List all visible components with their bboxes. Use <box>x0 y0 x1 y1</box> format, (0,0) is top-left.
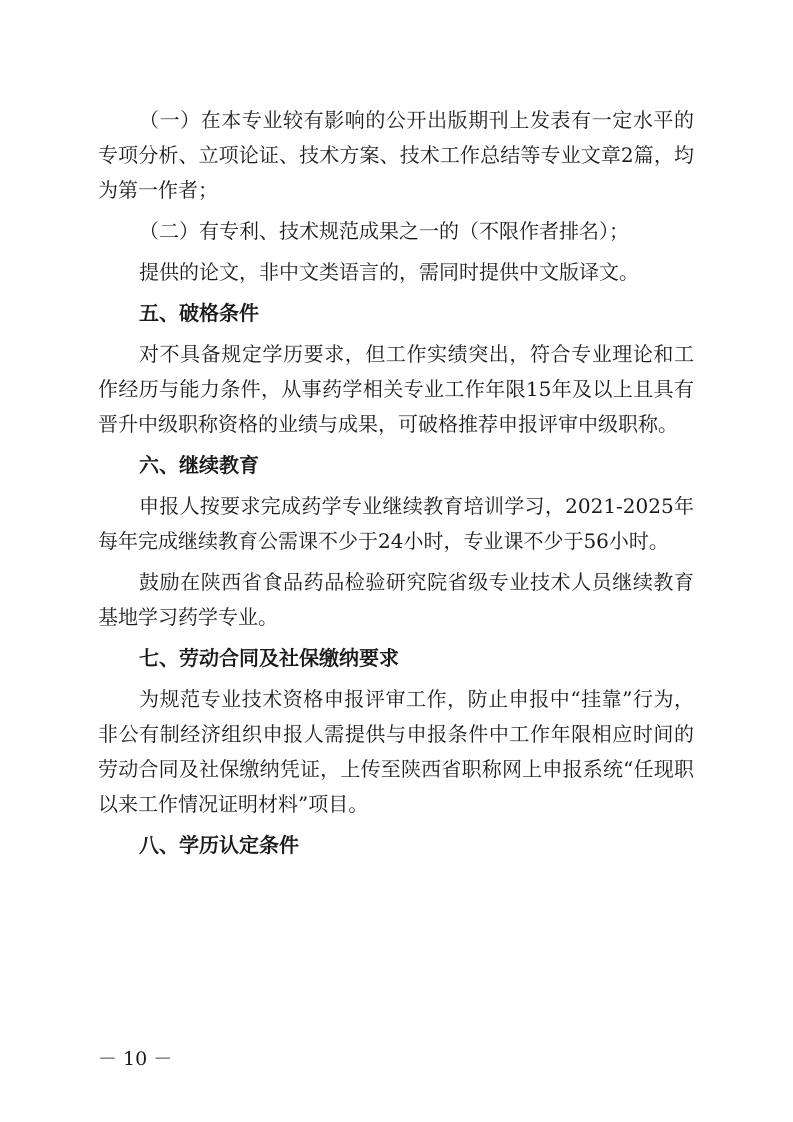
section-heading-degree-recognition: 八、学历认定条件 <box>139 833 299 857</box>
paragraph-labor-contract: 为规范专业技术资格申报评审工作，防止申报中“挂靠”行为，非公有制经济组织申报人需提供与申报条件中工作年限相应时间的劳动合同及社保缴纳凭证，上传至陕西省职称网上申报系统“任现职以来工作情况证明材料”项目。 <box>98 687 694 816</box>
page-number: － 10 － <box>98 1048 173 1070</box>
paragraph-education-base: 鼓励在陕西省食品药品检验研究院省级专业技术人员继续教育基地学习药学专业。 <box>98 570 694 629</box>
paragraph-translation-note: 提供的论文，非中文类语言的，需同时提供中文版译文。 <box>139 260 639 284</box>
paragraph-publication-requirement: （一）在本专业较有影响的公开出版期刊上发表有一定水平的专项分析、立项论证、技术方案、技术工作总结等专业文章2篇，均为第一作者； <box>98 108 694 202</box>
paragraph-continuing-education: 申报人按要求完成药学专业继续教育培训学习，2021-2025年每年完成继续教育公需课不少于24小时，专业课不少于56小时。 <box>98 494 694 553</box>
section-heading-labor-contract: 七、劳动合同及社保缴纳要求 <box>139 646 399 670</box>
paragraph-patent-requirement: （二）有专利、技术规范成果之一的（不限作者排名）； <box>139 219 629 243</box>
paragraph-exceptional-conditions: 对不具备规定学历要求，但工作实绩突出，符合专业理论和工作经历与能力条件，从事药学相关专业工作年限15年及以上且具有晋升中级职称资格的业绩与成果，可破格推荐申报评审中级职称。 <box>98 342 694 436</box>
document-body <box>98 103 694 869</box>
section-heading-exceptional-conditions: 五、破格条件 <box>139 301 259 325</box>
section-heading-continuing-education: 六、继续教育 <box>139 453 259 477</box>
